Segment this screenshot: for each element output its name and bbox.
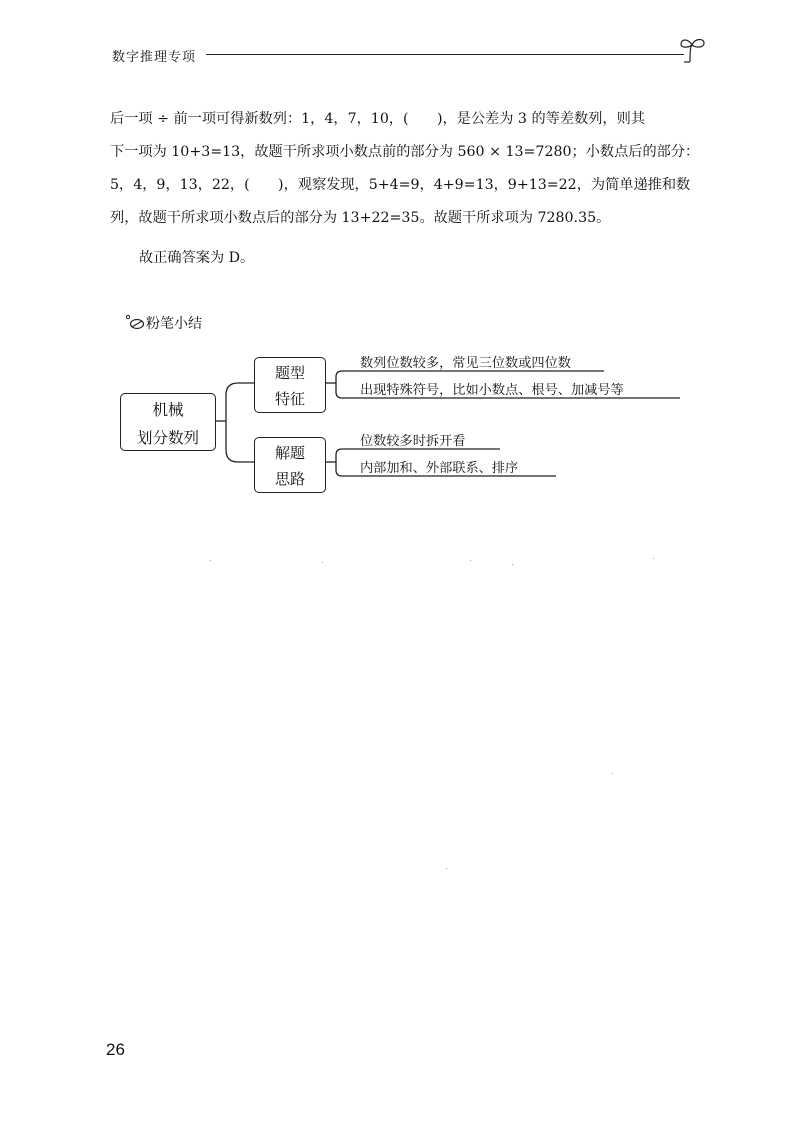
paragraph-line: 列，故题干所求项小数点后的部分为 13+22=35。故题干所求项为 7280.35。 xyxy=(110,210,611,226)
branch-label-line: 解题 xyxy=(274,444,305,462)
chalk-icon xyxy=(125,313,145,331)
mindmap-leaf: 数列位数较多，常见三位数或四位数 xyxy=(360,356,571,371)
paragraph-line: 下一项为 10+3=13，故题干所求项小数点前的部分为 560 × 13=7280；小数点后的部分： xyxy=(110,144,700,160)
scan-speck xyxy=(210,560,211,561)
scan-speck xyxy=(446,868,447,869)
scan-speck xyxy=(322,562,323,563)
mindmap-leaf: 位数较多时拆开看 xyxy=(360,434,466,449)
mindmap-branch-node xyxy=(254,357,326,413)
explanation-paragraph xyxy=(110,103,702,235)
mindmap-branch-node xyxy=(254,437,326,493)
mindmap-leaf: 内部加和、外部联系、排序 xyxy=(360,461,519,476)
answer-line: 故正确答案为 D。 xyxy=(139,250,255,266)
mindmap-root-node xyxy=(120,393,216,451)
branch-label-line: 题型 xyxy=(274,364,305,382)
branch-label-line: 特征 xyxy=(274,390,305,408)
branch-label-line: 思路 xyxy=(274,470,305,488)
root-label-line: 划分数列 xyxy=(136,429,199,447)
scan-speck xyxy=(653,558,654,559)
root-label-line: 机械 xyxy=(152,401,184,419)
page-header xyxy=(112,40,702,64)
paragraph-line: 5，4，9，13，22，( )，观察发现，5+4=9，4+9=13，9+13=22，为简单递推和数 xyxy=(110,177,691,193)
header-rule xyxy=(206,54,684,55)
mindmap-leaf: 出现特殊符号，比如小数点、根号、加减号等 xyxy=(360,383,624,398)
sprout-icon xyxy=(678,34,708,64)
scan-speck xyxy=(470,560,471,561)
header-title: 数字推理专项 xyxy=(112,50,197,65)
page-number: 26 xyxy=(106,1040,125,1059)
scan-speck xyxy=(612,773,613,774)
paragraph-line: 后一项 ÷ 前一项可得新数列：1，4，7，10，( )，是公差为 3 的等差数列，则其 xyxy=(110,111,645,127)
scan-speck xyxy=(512,564,513,565)
summary-title: 粉笔小结 xyxy=(146,316,202,332)
